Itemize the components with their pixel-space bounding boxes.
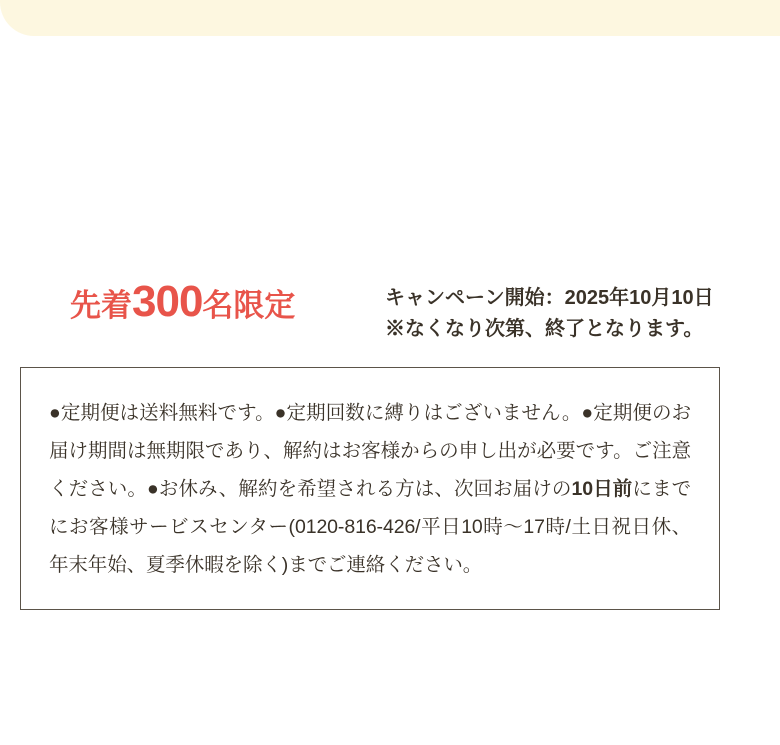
subscription-notes-box bbox=[20, 367, 720, 610]
limited-offer-headline bbox=[70, 277, 296, 326]
campaign-start-date: キャンペーン開始：2025年10月10日 bbox=[385, 287, 714, 309]
limited-prefix-text: 先着 bbox=[70, 288, 132, 323]
subscription-notes-text: ●定期便は送料無料です。●定期回数に縛りはございません。●定期便のお届け期間は無期限であり、解約はお客様からの申し出が必要です。ご注意ください。●お休み、解約を希望される方は、次回お届けの10日前にまでにお客様サービスセンター(0120-816-426/平日10時〜17時/土日祝日休、年末年始、夏季休暇を除く)までご連絡ください。 bbox=[49, 402, 692, 577]
top-decorative-band bbox=[0, 0, 780, 36]
limited-suffix-text: 名限定 bbox=[202, 288, 296, 323]
campaign-end-note: ※なくなり次第、終了となります。 bbox=[385, 318, 704, 340]
limited-quantity-number: 300 bbox=[132, 277, 203, 326]
campaign-period-info bbox=[385, 283, 714, 345]
